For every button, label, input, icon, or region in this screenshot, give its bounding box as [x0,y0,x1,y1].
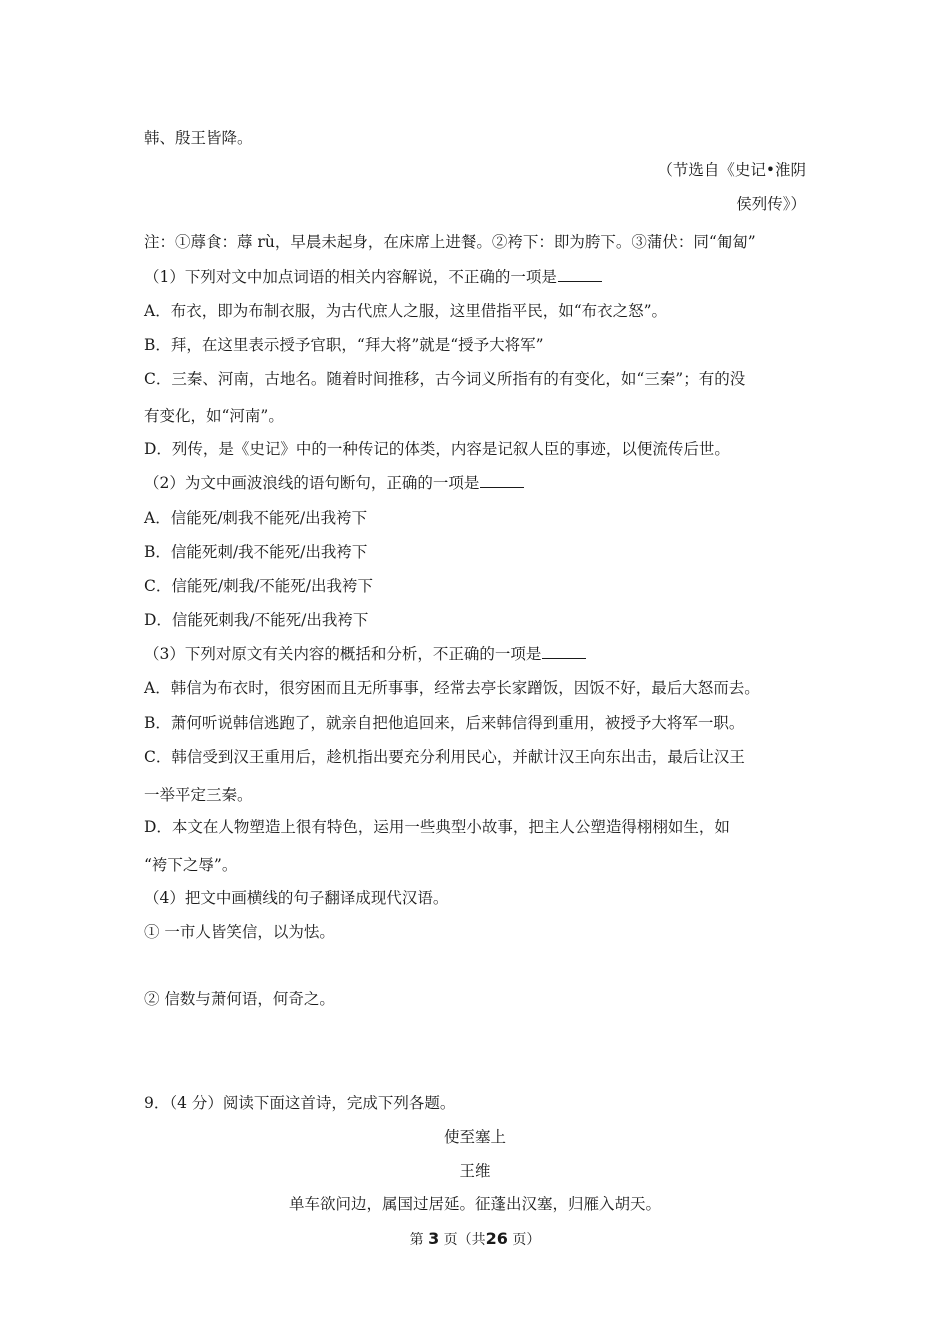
page-footer [0,1229,950,1249]
question-9: 9．（4 分）阅读下面这首诗，完成下列各题。 [144,1094,456,1112]
footer-suffix: 页） [512,1232,541,1248]
source-note-line-1: （节选自《史记•淮阴 [657,161,806,179]
q4-item-1: ① 一市人皆笑信，以为怯。 [144,923,335,941]
q1-option-a: A．布衣，即为布制衣服，为古代庶人之服，这里借指平民，如“布衣之怒”。 [144,302,668,320]
q2-option-a: A．信能死/刺我不能死/出我袴下 [144,509,368,527]
poem-author: 王维 [459,1162,491,1180]
poem-title: 使至塞上 [443,1128,506,1146]
q2-option-d: D．信能死刺我/不能死/出我袴下 [144,611,369,629]
question-3 [144,644,586,664]
q2-option-c: C．信能死/刺我/不能死/出我袴下 [144,577,374,595]
q1-option-b: B．拜，在这里表示授予官职，“拜大将”就是“授予大将军” [144,336,544,354]
footer-mid: 页（共 [443,1232,486,1248]
question-3-text: （3）下列对原文有关内容的概括和分析，不正确的一项是 [144,645,542,663]
footer-prefix: 第 [409,1232,424,1248]
answer-blank [480,473,524,488]
question-2-text: （2）为文中画波浪线的语句断句，正确的一项是 [144,474,480,492]
question-4: （4）把文中画横线的句子翻译成现代汉语。 [144,889,449,907]
q3-option-a: A．韩信为布衣时，很穷困而且无所事事，经常去亭长家蹭饭，因饭不好，最后大怒而去。 [144,679,760,697]
total-pages: 26 [485,1229,508,1248]
q1-option-c: C．三秦、河南，古地名。随着时间推移，古今词义所指有的有变化，如“三秦”；有的没 [144,370,746,388]
question-2 [144,473,524,493]
q3-option-c-cont: 一举平定三秦。 [144,786,253,804]
answer-blank [542,644,586,659]
q3-option-c: C．韩信受到汉王重用后，趁机指出要充分利用民心，并献计汉王向东出击，最后让汉王 [144,748,745,766]
annotation-note: 注：①蓐食：蓐 rù，早晨未起身，在床席上进餐。②袴下：即为胯下。③蒲伏：同“匍匐” [144,233,756,251]
question-1 [144,267,602,287]
q4-item-2: ② 信数与萧何语，何奇之。 [144,990,335,1008]
text-line: 韩、殷王皆降。 [144,129,253,147]
q3-option-b: B．萧何听说韩信逃跑了，就亲自把他追回来，后来韩信得到重用，被授予大将军一职。 [144,714,745,732]
q1-option-d: D．列传，是《史记》中的一种传记的体类，内容是记叙人臣的事迹，以便流传后世。 [144,440,730,458]
q3-option-d-cont: “袴下之辱”。 [144,856,238,874]
source-note-line-2: 侯列传》） [736,195,806,213]
page-number: 3 [428,1229,440,1248]
answer-blank [558,267,602,282]
q2-option-b: B．信能死刺/我不能死/出我袴下 [144,543,368,561]
q3-option-d: D．本文在人物塑造上很有特色，运用一些典型小故事，把主人公塑造得栩栩如生，如 [144,818,730,836]
q1-option-c-cont: 有变化，如“河南”。 [144,407,284,425]
question-1-text: （1）下列对文中加点词语的相关内容解说，不正确的一项是 [144,268,557,286]
poem-line-1: 单车欲问边，属国过居延。征蓬出汉塞，归雁入胡天。 [288,1195,661,1213]
